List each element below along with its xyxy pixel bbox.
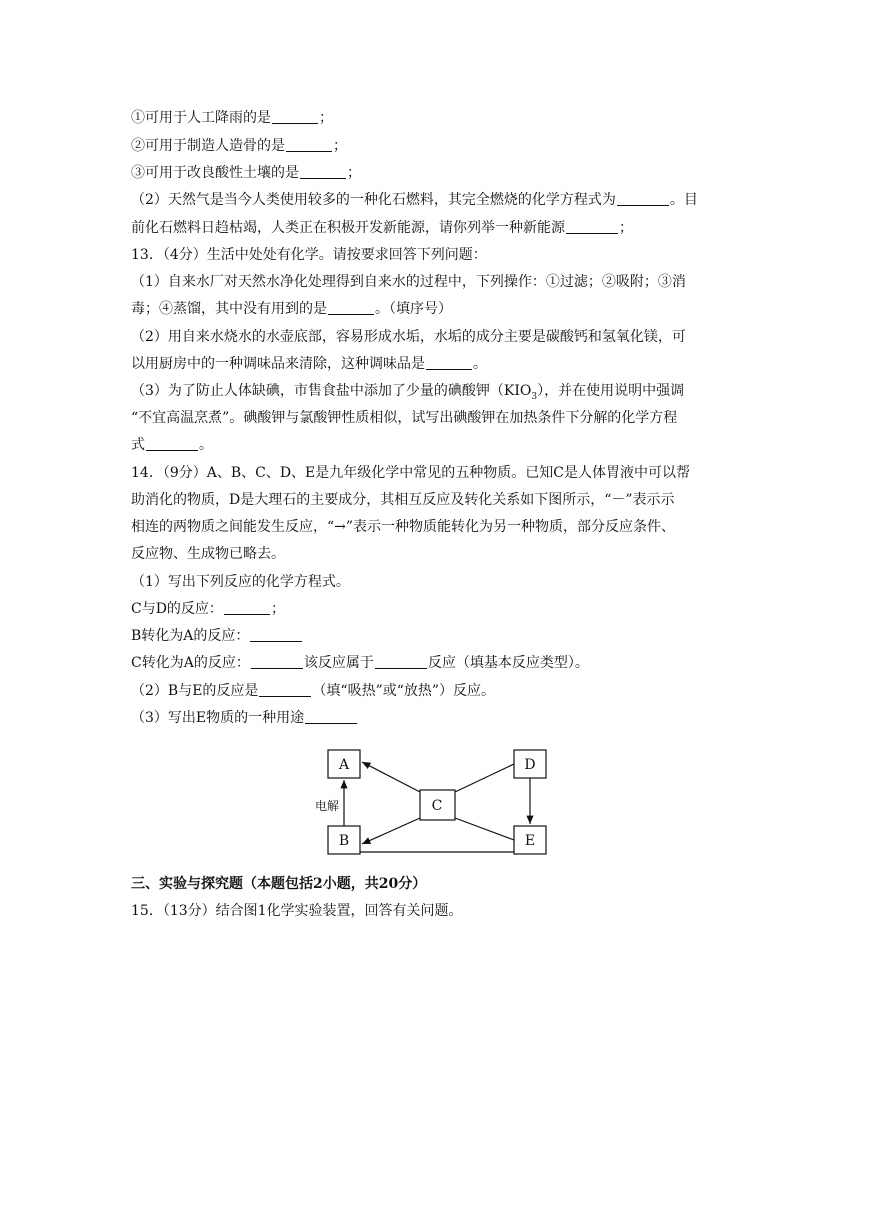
edge-label-electrolysis: 电解 [315, 799, 340, 813]
node-d-label: D [524, 757, 536, 773]
q14-part-3 [131, 708, 741, 728]
answer-blank[interactable] [251, 654, 303, 669]
answer-blank[interactable] [272, 109, 318, 124]
q13-part-3-line-1 [131, 381, 741, 407]
arrow-c-to-b [362, 818, 420, 844]
q13-part-3-line-3 [131, 435, 741, 455]
answer-blank[interactable] [250, 627, 302, 642]
reaction-diagram [300, 740, 570, 865]
text: ； [319, 110, 333, 126]
text: （填“吸热”或“放热”）反应。 [312, 683, 496, 699]
q14-reaction-c-d [131, 599, 741, 619]
text: （3）为了防止人体缺碘，市售食盐中添加了少量的碘酸钾（KIO [131, 383, 532, 399]
q12-part-2-line-2 [131, 218, 741, 238]
q13-heading: 13．（4分）生活中处处有化学。请按要求回答下列问题： [131, 247, 487, 263]
q15-heading: 15．（13分）结合图1化学实验装置，回答有关问题。 [131, 903, 463, 919]
text: ②可用于制造人造骨的是 [131, 138, 285, 154]
text: 。（填序号） [375, 301, 452, 317]
text: C与D的反应： [131, 601, 223, 617]
text: 毒；④蒸馏，其中没有用到的是 [131, 301, 327, 317]
text: （3）写出E物质的一种用途 [131, 710, 305, 726]
q13-part-1-line-2 [131, 299, 741, 319]
node-e-label: E [524, 833, 536, 849]
text: ； [619, 220, 633, 236]
text: 式 [131, 437, 145, 453]
text: 前化石燃料日趋枯竭，人类正在积极开发新能源，请你列举一种新能源 [131, 220, 565, 236]
q14-heading-line-4: 反应物、生成物已略去。 [131, 546, 285, 562]
line-c-d [455, 764, 514, 792]
q14-heading-line-1: 14．（9分）A、B、C、D、E是九年级化学中常见的五种物质。已知C是人体胃液中可以帮 [131, 465, 690, 481]
text: B转化为A的反应： [131, 628, 250, 644]
text: （2）天然气是当今人类使用较多的一种化石燃料，其完全燃烧的化学方程式为 [131, 192, 616, 208]
text: 。 [199, 437, 213, 453]
text: ），并在使用说明中强调 [537, 383, 685, 399]
text: C转化为A的反应： [131, 655, 250, 671]
answer-blank[interactable] [328, 300, 374, 315]
section-3-heading: 三、实验与探究题（本题包括2小题，共20分） [131, 876, 427, 892]
arrow-c-to-a [362, 762, 420, 792]
text: ； [347, 165, 361, 181]
q13-part-1-line-1: （1）自来水厂对天然水净化处理得到自来水的过程中，下列操作：①过滤；②吸附；③消 [131, 274, 686, 290]
answer-blank[interactable] [146, 436, 198, 451]
answer-blank[interactable] [286, 137, 332, 152]
q12-item-2 [131, 136, 741, 156]
q14-part-2 [131, 681, 741, 701]
subscript: 3 [531, 391, 538, 402]
q14-heading-line-3: 相连的两物质之间能发生反应，“→”表示一种物质能转化为另一种物质，部分反应条件、 [131, 519, 676, 535]
answer-blank[interactable] [617, 191, 669, 206]
node-c-label: C [431, 798, 443, 814]
q14-reaction-b-a [131, 626, 741, 646]
text: 以用厨房中的一种调味品来清除，这种调味品是 [131, 356, 425, 372]
answer-blank[interactable] [566, 219, 618, 234]
q12-item-1 [131, 108, 741, 128]
answer-blank[interactable] [224, 600, 270, 615]
text: ； [333, 138, 347, 154]
q12-item-3 [131, 163, 741, 183]
answer-blank[interactable] [305, 709, 357, 724]
q14-reaction-c-a [131, 653, 741, 673]
node-a-label: A [338, 757, 350, 773]
q14-part-1: （1）写出下列反应的化学方程式。 [131, 574, 350, 590]
answer-blank[interactable] [259, 682, 311, 697]
q12-part-2-line-1 [131, 190, 741, 210]
q13-part-2-line-1: （2）用自来水烧水的水壶底部，容易形成水垢，水垢的成分主要是碳酸钙和氢氧化镁，可 [131, 329, 686, 345]
text: 。目 [669, 192, 698, 208]
text: 该反应属于 [303, 655, 374, 671]
node-b-label: B [338, 833, 350, 849]
answer-blank[interactable] [375, 654, 427, 669]
text: 反应（填基本反应类型）。 [427, 655, 589, 671]
q14-heading-line-2: 助消化的物质，D是大理石的主要成分，其相互反应及转化关系如下图所示，“－”表示示 [131, 492, 675, 508]
text: ； [270, 601, 285, 617]
q13-part-2-line-2 [131, 354, 741, 374]
q13-part-3-line-2: “不宜高温烹煮”。碘酸钾与氯酸钾性质相似，试写出碘酸钾在加热条件下分解的化学方程 [131, 410, 678, 426]
text: ③可用于改良酸性土壤的是 [131, 165, 299, 181]
text: ①可用于人工降雨的是 [131, 110, 271, 126]
text: （2）B与E的反应是 [131, 683, 259, 699]
text: 。 [473, 356, 487, 372]
answer-blank[interactable] [426, 355, 472, 370]
line-c-e [455, 818, 514, 840]
answer-blank[interactable] [300, 164, 346, 179]
